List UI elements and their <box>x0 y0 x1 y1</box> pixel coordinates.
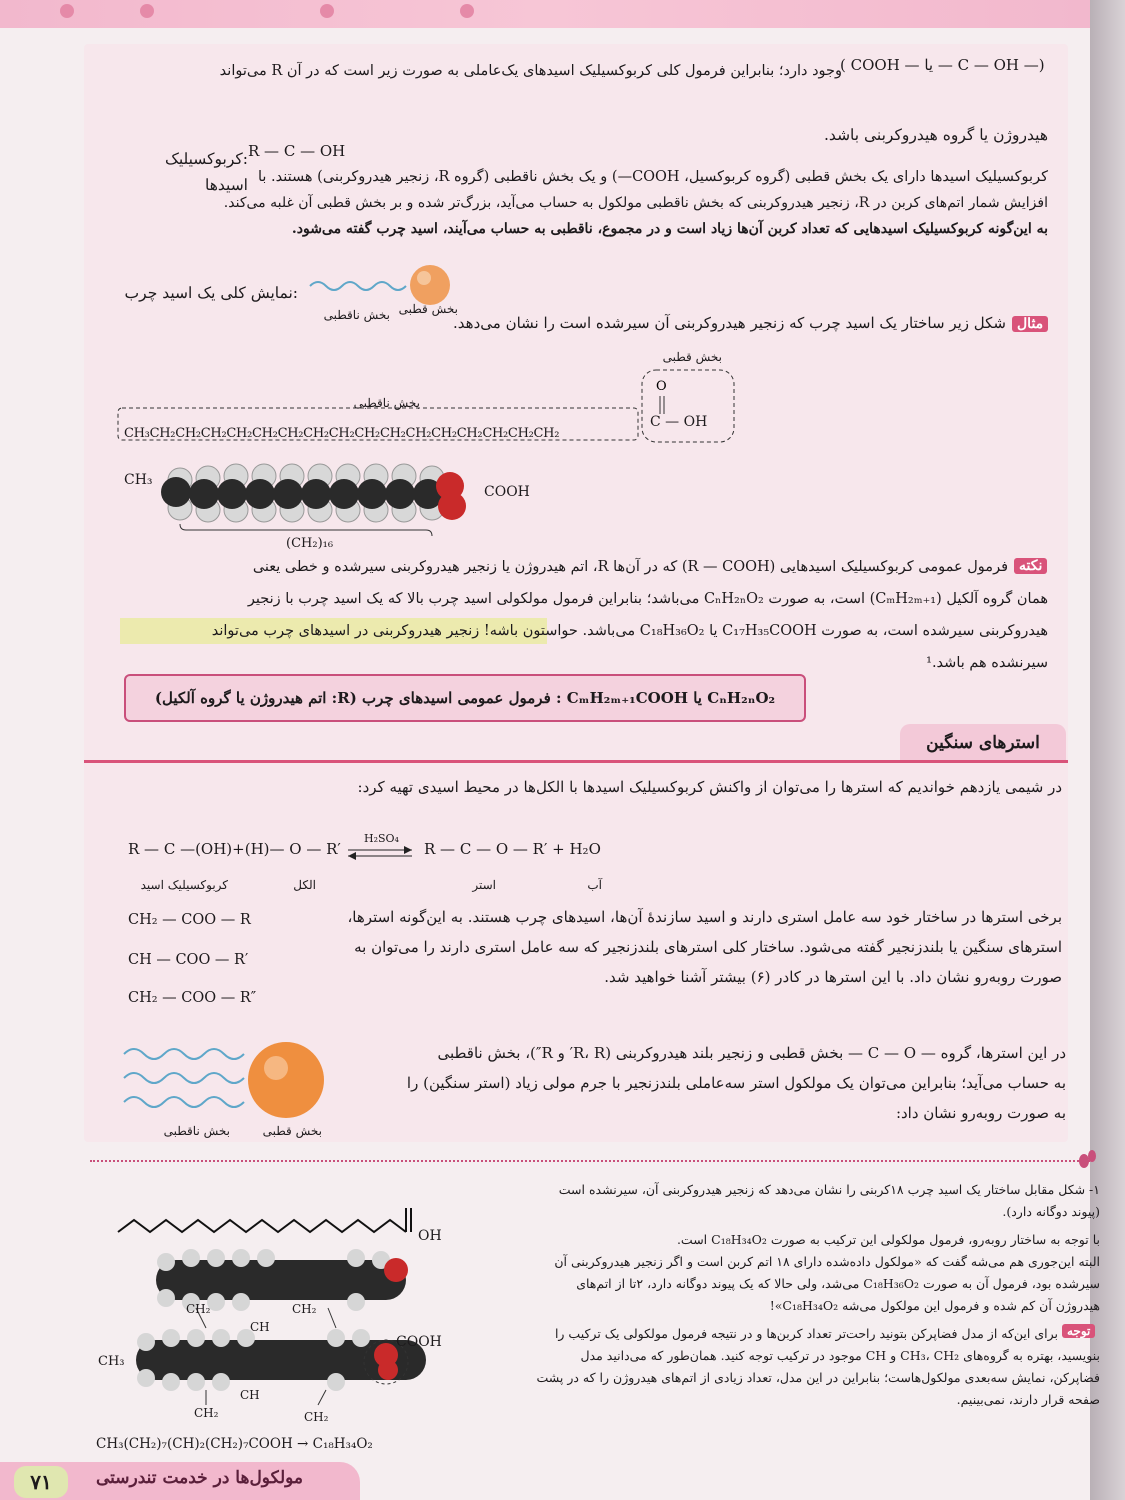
fig2-equation: CH₃(CH₂)₇(CH)₂(CH₂)₇COOH → C₁₈H₃₄O₂ <box>96 1436 373 1452</box>
fig2-ch3-label: CH₃ <box>98 1354 125 1369</box>
section-heading: استرهای سنگین <box>900 724 1066 762</box>
example-polar-label: بخش قطبی <box>662 350 722 364</box>
example-line1: شکل زیر ساختار یک اسید چرب که زنجیر هیدروکربنی آن سیرشده است را نشان می‌دهد. <box>453 314 1006 332</box>
footnote-line7: برای این‌که از مدل فضاپرکن بتونید راحت‌تر تعداد کربن‌ها و در نتیجه فرمول مولکولی یک ترکیب را <box>554 1326 1058 1341</box>
fatty-nonpolar-label: بخش ناقطبی <box>323 308 390 322</box>
note-line1: فرمول عمومی کربوکسیلیک اسیدهایی (R — COOH) که در آن‌ها R، اتم هیدروژن یا زنجیر هیدروکربنی سیرشده و خطی یعنی <box>252 559 1008 575</box>
general-formula-label: :کربوکسیلیک اسیدها <box>164 150 248 194</box>
fig2-ch2-label-c: CH₂ <box>194 1406 219 1420</box>
fig2-cooh-label: COOH <box>396 1334 442 1350</box>
fig2-oh-label: OH <box>418 1228 442 1244</box>
heavy-line1: در این استرها، گروه — C — O — بخش قطبی و زنجیر بلند هیدروکربنی (R، R′ و R″)، بخش ناقطبی <box>437 1044 1066 1062</box>
footnote-separator <box>90 1160 1090 1162</box>
fatty-acid-formula-box: CₙH₂ₙO₂ یا CₘH₂ₘ₊₁COOH : فرمول عمومی اسیدهای چرب (R: اتم هیدروژن یا گروه آلکیل) <box>124 674 806 722</box>
footnote-line3: با توجه به ساختار روبه‌رو، فرمول مولکولی این ترکیب به صورت C₁₈H₃₄O₂ است. <box>676 1232 1100 1247</box>
footnote-line5: سیرشده بود، فرمول آن به صورت C₁₈H₃₆O₂ می‌شد، ولی حالا که یک پیوند دوگانه دارد، ۲تا از اتم‌های <box>576 1276 1100 1291</box>
header-formula: ( COOH — یا — C — OH —) <box>840 56 1045 74</box>
triester-row1: CH₂ — COO — R <box>128 912 251 928</box>
footnote-line1: ۱- شکل مقابل ساختار یک اسید چرب ۱۸کربنی را نشان می‌دهد که زنجیر هیدروکربنی آن، سیرنشده است <box>558 1182 1100 1197</box>
heavy-nonpolar-label: بخش ناقطبی <box>163 1124 230 1138</box>
header-line1: وجود دارد؛ بنابراین فرمول کلی کربوکسیلیک اسیدهای یک‌عاملی به صورت زیر است که در آن R می‌تواند <box>219 63 842 79</box>
example-tag: مثال <box>1012 316 1048 332</box>
triester-line3: صورت روبه‌رو نشان داد. با این استرها در کادر (۶) بیشتر آشنا خواهید شد. <box>604 968 1062 986</box>
general-formula: R — C — OH <box>248 142 346 160</box>
footnote-line4: البته این‌جوری هم می‌شه گفت که «مولکول داده‌شده دارای ۱۸ اتم کربن است و اگر زنجیر هیدروکربنی آن <box>554 1254 1100 1269</box>
reaction-label-alcohol: الکل <box>293 878 316 892</box>
footnote-line2: (پیوند دوگانه دارد). <box>1002 1204 1100 1219</box>
footnote-line9: فضاپرکن، نمایش سه‌بعدی مولکول‌هاست؛ بنابراین در این مدل، تعداد زیادی از اتم‌های هیدروژن را که در پشت <box>536 1370 1100 1385</box>
model-cooh-label: COOH <box>484 484 530 500</box>
reaction-label-ester: استر <box>472 878 496 892</box>
attention-tag: توجه <box>1062 1324 1095 1338</box>
model-ch3-label: CH₃ <box>124 472 153 488</box>
fig2-ch-label-b: CH <box>240 1388 260 1402</box>
header-line2: هیدروژن یا گروه هیدروکربنی باشد. <box>824 126 1048 144</box>
note-line4: سیرنشده هم باشد.¹ <box>926 655 1048 671</box>
section-intro: در شیمی یازدهم خواندیم که استرها را می‌توان از واکنش کربوکسیلیک اسیدها با الکل‌ها در محیط اسیدی تهیه کرد: <box>357 778 1062 796</box>
footnote-line10: صفحه قرار دارند، نمی‌بینیم. <box>956 1392 1100 1407</box>
para1-line2: افزایش شمار اتم‌های کربن در R، زنجیر هیدروکربنی که بخش ناقطبی مولکول به حساب می‌آید، بزرگ‌تر شده و بر بخش قطبی آن غلبه می‌کند. <box>223 195 1048 211</box>
fatty-polar-label: بخش قطبی <box>398 302 458 316</box>
note-line3: هیدروکربنی سیرشده است، به صورت C₁₇H₃₅COOH یا C₁₈H₃₆O₂ می‌باشد. حواستون باشه! زنجیر هیدروکربنی در اسیدهای چرب می‌تواند <box>120 618 1048 644</box>
space-filling-model <box>120 458 540 538</box>
top-banner <box>0 0 1090 28</box>
fig2-ch2-label-a: CH₂ <box>186 1302 211 1316</box>
reaction-right: R — C — O — R′ + H₂O <box>424 840 601 858</box>
saturated-chain-text: CH₃CH₂CH₂CH₂CH₂CH₂CH₂CH₂CH₂CH₂CH₂CH₂CH₂CH₂CH₂CH₂CH₂ <box>124 426 560 441</box>
para1-line1: کربوکسیلیک اسیدها دارای یک بخش قطبی (گروه کربوکسیل، COOH—) و یک بخش ناقطبی (گروه R، زنجیر هیدروکربنی) هستند. با <box>257 169 1048 185</box>
reaction-arrow <box>346 846 416 860</box>
fig2-ch2-label-b: CH₂ <box>292 1302 317 1316</box>
chain-c-oh: C — OH <box>650 414 708 430</box>
footprint-icon <box>1074 1146 1100 1172</box>
section-rule <box>84 760 1068 763</box>
heavy-ester-figure <box>118 1024 338 1128</box>
fatty-general-caption: :نمایش کلی یک اسید چرب <box>124 284 298 302</box>
running-title: مولکول‌ها در خدمت تندرستی <box>96 1468 304 1488</box>
triester-line1: برخی استرها در ساختار خود سه عامل استری دارند و اسید سازندهٔ آن‌ها، اسیدهای چرب هستند. به این‌گونه استرها، <box>347 908 1062 926</box>
footnote-line8: بنویسید، بهتره به گروه‌های CH₃، CH₂ و CH موجود در ترکیب توجه کنید. همان‌طور که می‌دانید مدل <box>580 1348 1100 1363</box>
reaction-catalyst: H₂SO₄ <box>364 832 399 845</box>
note-line2: همان گروه آلکیل (CₘH₂ₘ₊₁) است، به صورت CₙH₂ₙO₂ می‌باشد؛ بنابراین فرمول مولکولی اسید چرب بالا که یک اسید چرب با زنجیر <box>247 591 1048 607</box>
model-ch2-16-label: (CH₂)₁₆ <box>286 536 334 551</box>
heavy-line3: به صورت روبه‌رو نشان داد: <box>895 1104 1066 1122</box>
footnote-line6: هیدروژن آن کم شده و فرمول این مولکول می‌شه C₁₈H₃₄O₂»! <box>769 1298 1100 1313</box>
triester-line2: استرهای سنگین یا بلندزنجیر گفته می‌شود. ساختار کلی استرهای بلندزنجیر که سه عامل استری دارند را می‌توان به <box>354 938 1062 956</box>
triester-row2: CH — COO — R′ <box>128 952 249 968</box>
para1-line3: به این‌گونه کربوکسیلیک اسیدهایی که تعداد کربن آن‌ها زیاد است و در مجموع، ناقطبی به حساب می‌آیند، اسید چرب گفته می‌شود. <box>291 221 1048 237</box>
reaction-label-acid: کربوکسیلیک اسید <box>140 878 228 892</box>
triester-row3: CH₂ — COO — R″ <box>128 990 257 1006</box>
page-number: ۷۱ <box>14 1466 68 1498</box>
heavy-polar-label: بخش قطبی <box>262 1124 322 1138</box>
example-nonpolar-label: بخش ناقطبی <box>353 396 420 410</box>
fig2-ch2-label-d: CH₂ <box>304 1410 329 1424</box>
reaction-left: R — C —(OH)+(H)— O — R′ <box>128 840 341 858</box>
svg-text:O: O <box>656 379 667 394</box>
heavy-line2: به حساب می‌آید؛ بنابراین می‌توان یک مولکول استر سه‌عاملی بلندزنجیر با جرم مولی زیاد (استر سنگین) را <box>406 1074 1066 1092</box>
fig2-ch-label-a: CH <box>250 1320 270 1334</box>
reaction-label-water: آب <box>587 878 602 892</box>
note-tag: نکته <box>1014 558 1047 574</box>
